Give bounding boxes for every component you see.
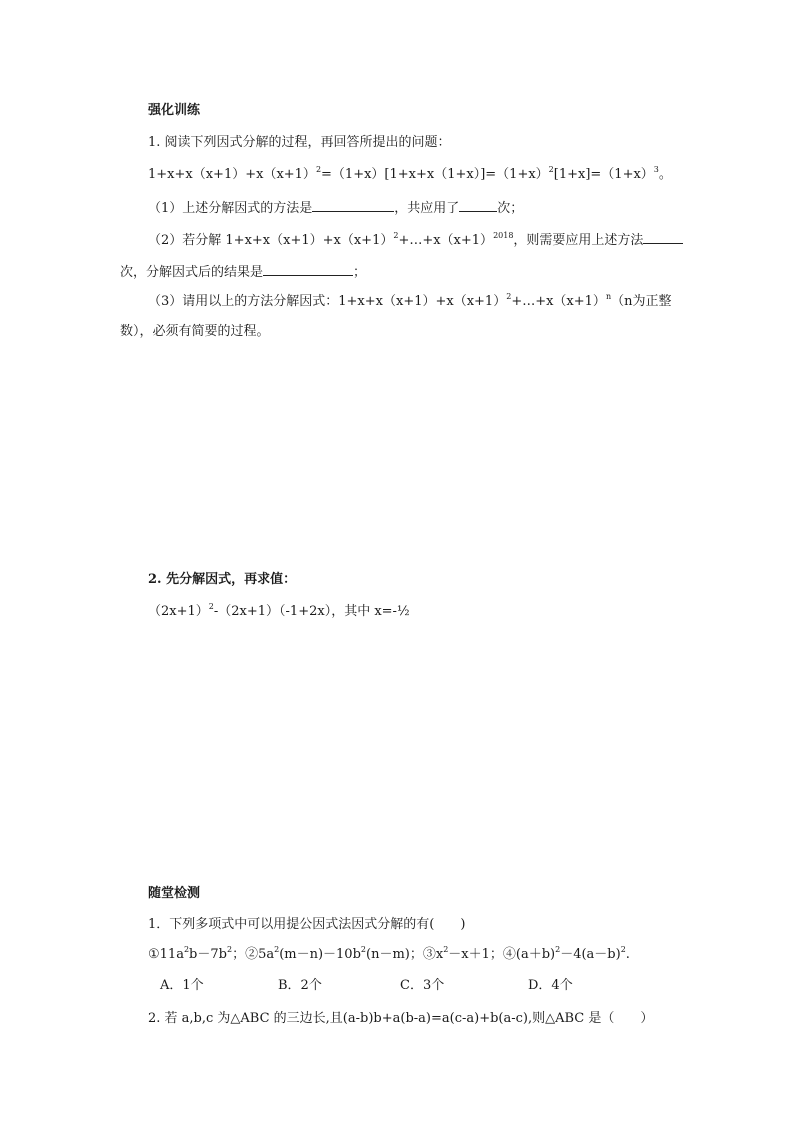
q1-part3-line2: 数），必须有简要的过程。: [120, 324, 270, 339]
option-a[interactable]: A．1个: [160, 978, 204, 993]
quiz-q1-stem: 1．下列多项式中可以用提公因式法因式分解的有( ): [148, 917, 466, 932]
section-heading-training: 强化训练: [148, 103, 201, 118]
answer-blank[interactable]: [263, 262, 353, 276]
option-d[interactable]: D．4个: [528, 978, 573, 993]
answer-blank[interactable]: [643, 230, 683, 244]
section-heading-quiz: 随堂检测: [148, 886, 201, 901]
quiz-q1-items: $①11a^2b-7b^2$；$②5a^2(m-n)-10b^2(n-m)$；$③x^2-x+1$；$④(a+b)^2-4(a-b)^2$.: [148, 945, 630, 962]
quiz-q2-stem: 2. 若 a,b,c 为△ABC 的三边长,且(a-b)b+a(b-a)=a(c-a)+b(a-c),则△ABC 是（ ）: [148, 1011, 654, 1026]
answer-blank[interactable]: [312, 198, 394, 212]
answer-blank[interactable]: [459, 198, 497, 212]
q1-expression: $1+x+x(x+1)+x(x+1)^2=(1+x)[1+x+x(1+x)]=(1+x)^2[1+x]=(1+x)^3$。: [148, 165, 672, 182]
q1-part1: （1）上述分解因式的方法是 ，共应用了 次；: [148, 198, 523, 218]
q2-expression: $(2x+1)^2-(2x+1)(-1+2x)$，其中 x=-½: [148, 602, 410, 619]
option-b[interactable]: B．2个: [278, 978, 322, 993]
q2-stem: 2. 先分解因式，再求值：: [148, 572, 297, 587]
q1-part2-line1: （2）若分解 $1+x+x(x+1)+x(x+1)^2+\dots+x(x+1)^{2018}$，则需要应用上述方法: [148, 230, 683, 250]
q1-part3-line1: （3）请用以上的方法分解因式：$1+x+x(x+1)+x(x+1)^2+\dots+x(x+1)^n(n$为正整: [148, 292, 672, 309]
q1-part2-line2: 次，分解因式后的结果是 ；: [120, 262, 366, 282]
q1-stem: 1. 阅读下列因式分解的过程，再回答所提出的问题：: [148, 135, 451, 150]
option-c[interactable]: C．3个: [400, 978, 445, 993]
